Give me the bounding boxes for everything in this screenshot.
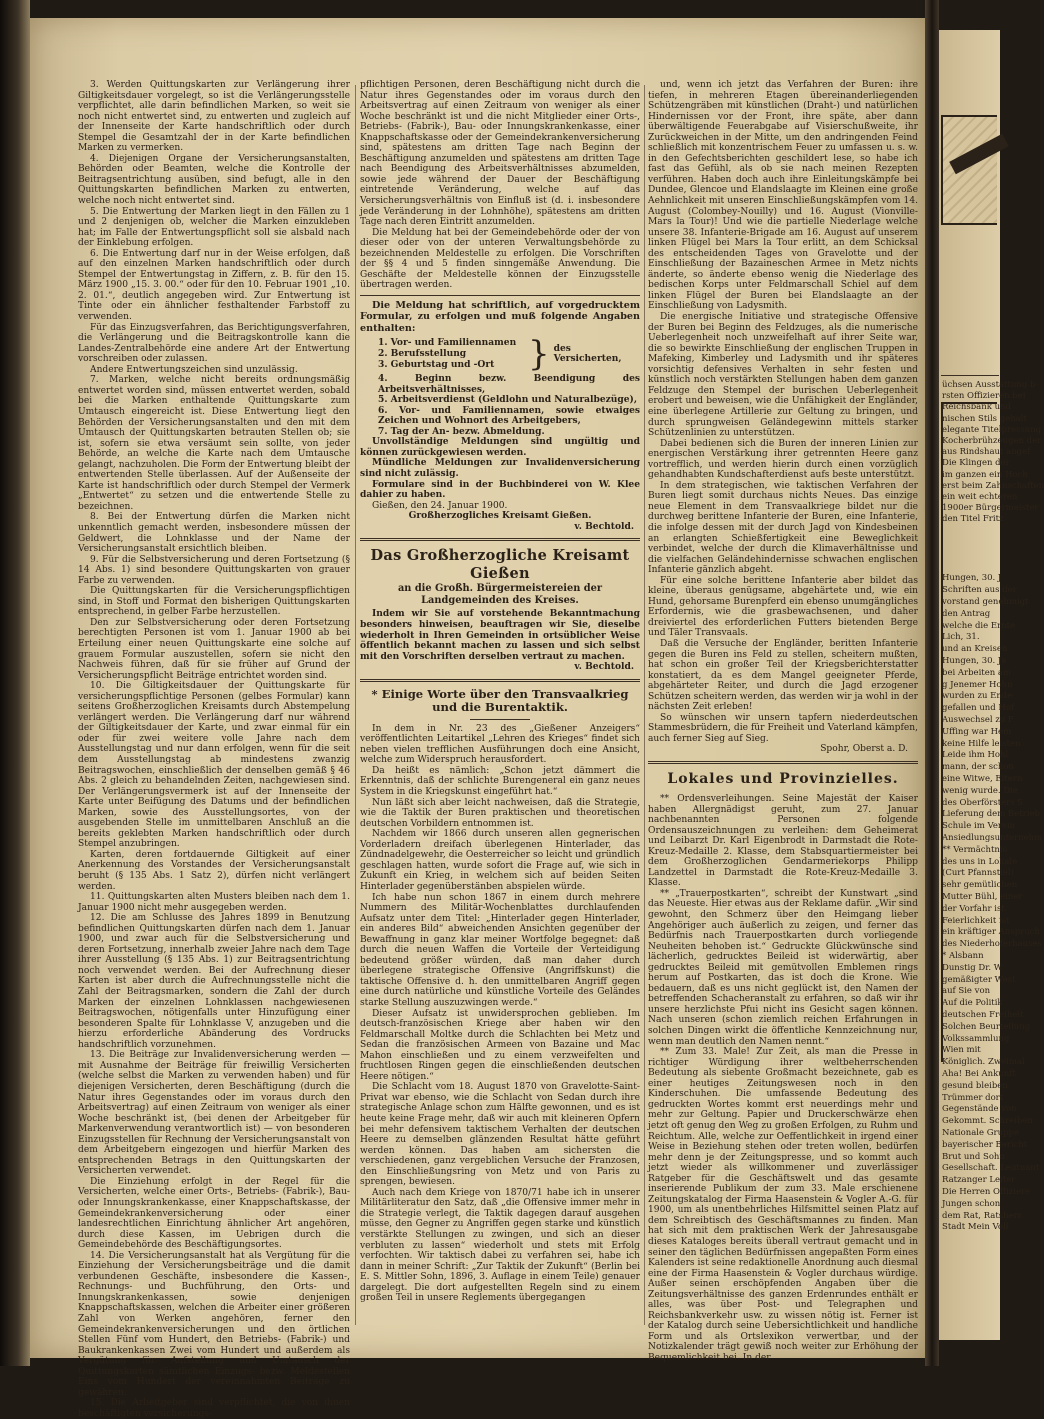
article-paragraph: und, wenn ich jetzt das Verfahren der Buren: ihre tiefen, in mehreren Etagen übereinanderliegenden Schützengräben mit künstlichen (Draht-) und natürlichen Hindernissen vor der Front, ihre späte, aber dann überwältigende Feuerabgabe auf Visierschußweite, ihr Zurückweichen in der Mitte, um den andringenden Feind schließlich mit konzentrischem Feuer zu umfassen u. s. w. in den Gefechtsberichten geschildert lese, so habe ich fast das Gefühl, als ob sie nach meinen Rezepten verführen. Haben doch auch ihre Einleitungskämpfe bei Dundee, Glencoe und Elandslaagte im Kleinen eine große Aehnlichkeit mit unseren Einschließungskämpfen vom 14. August (Colombey-Nouilly) und 16. August (Vionville-Mars la Tour)! Und wie die partielle Niederlage welche unsere 38. Infanterie-Brigade am 16. August auf unserem linken Flügel bei Mars la Tour erlitt, an dem Schicksal des entscheidenden Tages von Gravelotte und der Einschließung der Bazaineschen Armee in Metz nichts änderte, so änderte ebenso wenig die Niederlage des bedischen Korps unter Feldmarschall Schiel auf dem linken Flügel der Buren bei Elandslaagte an der Einschließung von Ladysmith. [648,80,918,312]
adjacent-page-text: Dunstig Dr. W [942,962,1003,973]
adjacent-page-text: den Titel Fritz [942,514,1004,525]
news-item: ** Zum 33. Male! Zur Zeit, als man die Presse in richtiger Würdigung ihrer weltbeherrschenden Bedeutung als siebente Großmacht bezeichnete, gab es einer heutiges Zeitungswesen noch in den Kinderschuhen. Die umfassende Bedeutung des gedruckten Wortes kommt erst neuerdings mehr und mehr zur Geltung. Papier und Druckerschwärze ehen jetzt oft genug den Weg zu großen Erfolgen, zu Ruhm und Reichtum. Alle, welche zur Oeffentlichkeit in irgend einer Weise in Beziehung stehen oder treten wollen, bedürfen mehr denn je der Zeitungspresse, und so kommt auch jetzt wieder als willkommener und zuverlässiger Ratgeber für die Geschäftswelt und das gesamte inserierende Publikum der zum 33. Male erschienene Zeitungskatalog der Firma Haasenstein & Vogler A.-G. für 1900, um als unentbehrliches Hilfsmittel seinen Platz auf dem Schreibtisch des Geschäftsmannes zu finden. Man hat sich mit dem praktischen Werk der Jahresausgabe dieses Kataloges bereits überall vertraut gemacht und in seiner den täglichen Bedürfnissen angepaßten Form eines Kalenders ist seine redaktionelle Anordnung auch diesmal eine der Firma Haasenstein & Vogler durchaus würdige. Außer seinen erschöpfenden Angaben über die Zeitungsverhältnisse des ganzen Erdenrundes enthält er alles, was über Post- und Telegraphen und Reichsbankverkehr usw. zu wissen nötig ist. Ferner ist der Katalog durch seine Uebersichtlichkeit und handliche Form und als Ortslexikon verwertbar, und der Notizkalender trägt gewiß noch weiter zur Erhöhung der Bequemlichkeit bei. In der [648,1047,918,1363]
divider [941,375,999,376]
adjacent-page-text: üchsen Ausstattung b [942,380,1036,390]
book-binding-edge [0,0,30,1366]
adjacent-page-text: Stadt Mein Voll [942,1222,1009,1233]
paragraph: 13. Die Beiträge zur Invalidenversicherung werden — mit Ausnahme der Beiträge für freiwillig Versicherten (welche selbst die Marken zu verwenden haben) und für diejenigen Versicherten, deren Beschäftigung (durch die Natur ihres Gegenstandes oder im voraus durch den Arbeitsvertrag) auf einen Zeitraum von weniger als einer Woche beschränkt ist, (bei denen der Arbeitgeber für Markenverwendung verantwortlich ist) — von besonderen Einzugsstellen für Rechnung der Versicherungsanstalt von dem Arbeitgebern eingezogen und hierfür Marken des entsprechenden Betrags in den Quittungskarten der Versicherten verwendet. [78,1050,350,1177]
article-paragraph: In dem strategischen, wie taktischen Verfahren der Buren liegt somit durchaus nichts Neues. Das einzige neue Element in dem Transvaalkriege bildet nur die durchweg berittene Infanterie der Buren, eine Infanterie, die infolge dessen mit der durch Jagd von Kindesbeinen an erlangten Schießfertigkeit eine Beweglichkeit verbindet, welche der durch die Klimaverhältnisse und die vielfachen Geländehindernisse schwachen englischen Infanterie gänzlich abgeht. [648,480,918,576]
adjacent-page-text: auf Sie von [942,986,991,997]
paragraph: Andere Entwertungszeichen sind unzulässig. [90,364,298,375]
adjacent-page-text: aus Rindshaut angef [942,447,1031,458]
list-item: 2. Berufsstellung [378,347,467,359]
list-side-label: des Versicherten, [553,342,622,365]
article-body [360,724,640,1304]
issuing-authority: Großherzogliches Kreisamt Gießen. [408,510,592,522]
column-2 [360,80,640,1320]
column-rule [644,85,645,1325]
paragraph: 9. Für die Selbstversicherung und deren Fortsetzung (§ 14 Abs. 1) sind besondere Quittungskarten von grauer Farbe zu verwenden. [78,554,350,586]
paragraph: Die Einziehung erfolgt in der Regel für die Versicherten, welche einer Orts-, Betriebs- (Fabrik-), Bau- oder Innungskrankenkasse, einer Knappschaftskasse, der Gemeindekrankenversicherung oder einer landesrechtlichen Einrichtung ähnlicher Art angehören, durch diese Kassen, im Uebrigen durch die Gemeindebehörde des Beschäftigungsortes. [78,1176,350,1251]
article-paragraph: Da heißt es nämlich: „Schon jetzt dämmert die Erkenntnis, daß der schlichte Burengeneral ein ganz neues System in die Kriegskunst eingeführt hat.“ [360,765,640,798]
divider [360,538,640,541]
news-item: ** Ordensverleihungen. Seine Majestät der Kaiser haben Allergnädigst geruht, zum 27. Januar nachbenannten Personen folgende Ordensauszeichnungen zu verleihen: dem Geheimerat und Leibarzt Dr. Karl Eigenbrodt in Darmstadt die Rote-Kreuz-Medaille 2. Klasse, dem Stabsquartiermeister bei dem Großherzoglichen Gendarmeriekorps Philipp Landzettel in Darmstadt die Rote-Kreuz-Medaille 3. Klasse. [648,794,918,889]
adjacent-page-text: Leide ihm Hohl [942,750,1009,761]
adjacent-page-text: vorstand genehmigt [942,597,1029,607]
adjacent-page-text: ein kräftiger Anspruch [942,927,1040,938]
list-item: 3. Geburtstag und -Ort [378,358,495,370]
divider [648,761,918,764]
brace: } [528,334,550,375]
local-news [648,794,918,1364]
signature: v. Bechtold. [574,661,634,673]
paragraph: 15. Die Arbeitgeber sind verpflichtet, die von ihnen beschäftigten versicherungs- [78,1398,350,1419]
list-item: 6. Vor- und Familiennamen, sowie etwaiges Zeichen und Wohnort des Arbeitgebers, [378,404,640,427]
article-paragraph: Dieser Aufsatz ist unwidersprochen geblieben. Im deutsch-französischen Kriege aber haben wir den Feldmarschall Moltke durch die Schlachten bei Metz und Sedan die französischen Armeen von Bazaine und Mac Mahon einschließen und zu einem verzweifelten und fruchtlosen Ringen gegen die einschließenden deutschen Heere nötigen.“ [360,1008,640,1082]
signature: v. Bechtold. [574,520,634,532]
paragraph: 6. Die Entwertung darf nur in der Weise erfolgen, daß auf den einzelnen Marken handschriftlich oder durch Stempel der Entwertungstag in Ziffern, z. B. für den 15. März 1900 „15. 3. 00.“ oder für den 10. Februar 1901 „10. 2. 01.“, deutlich angegeben wird. Zur Entwertung ist Tinte oder ein ähnlicher festhaltender Farbstoff zu verwenden. [78,248,350,323]
paragraph: 12. Die am Schlusse des Jahres 1899 in Benutzung befindlichen Quittungskarten dürfen nach dem 1. Januar 1900, und zwar auch für die Selbstversicherung und deren Fortsetzung, innerhalb zweier Jahre nach dem Tage ihrer Ausstellung (§ 135 Abs. 1) zur Beitragsentrichtung noch verwendet werden. Bei der Aufrechnung dieser Karten ist aber durch die Aufrechnungsstelle nicht die Zahl der Beitragsmarken, sondern die Zahl der durch Marken der einzelnen Lohnklassen nachgewiesenen Beitragswochen, nötigenfalls unter Hinzufügung einer besonderen Spalte für Lohnklasse V, anzugeben und die hierzu erforderliche Abänderung des Vordrucks handschriftlich vorzunehmen. [78,913,350,1050]
article-paragraph: Für eine solche berittene Infanterie aber bildet das kleine, überaus genügsame, abgehärtete und, wie ein Hund, gehorsame Burenpferd ein ebenso unumgängliches Erfordernis, wie die grasbewachsenen, und daher dreiviertel des erforderlichen Futters bietenden Berge und Täler Transvaals. [648,575,918,639]
article-paragraph: Auch nach dem Kriege von 1870/71 habe ich in unserer Militärliteratur den Satz, daß „die Offensive immer mehr in die Strategie verlegt, die Taktik dagegen darauf ausgehen müsse, den Gegner zu Angriffen gegen starke und künstlich verstärkte Stellungen zu zwingen, und sich an dieser verbluten zu lassen“ wiederholt und stets mit Erfolg verfochten. Wir taktisch dabei zu verfahren sei, habe ich dann in meiner Schrift: „Zur Taktik der Zukunft“ (Berlin bei E. S. Mittler Sohn, 1896, 3. Auflage in einem Teile) genauer dargelegt. Die dort aufgestellten Regeln sind zu einem großen Teil in unsere Reglements übergegangen [360,1187,640,1304]
list-continued [378,374,640,437]
adjacent-page-text: und an Kreisen [942,644,1008,655]
adjacent-page-text: Reichsbank und [942,402,1011,413]
adjacent-page-text: ein weit echteren [942,492,1018,502]
adjacent-page-text: ** Vermächtnis [942,844,1007,855]
paragraph: Karten, deren fortdauernde Giltigkeit auf einer Anerkennung des Vorstandes der Versicherungsanstalt beruht (§ 135 Abs. 1 Satz 2), dürfen nicht verlängert werden. [78,849,350,892]
adjacent-page-text: Ratzanger Leiter [942,1175,1016,1186]
article-paragraph: Daß die Versuche der Engländer, beritten Infanterie gegen die Buren ins Feld zu stellen, scheitern mußten, hat schon ein großer Teil der Kriegsberichterstatter konstatiert, da es dem Mangel geeigneter Pferde, abgehärteter Reiter, und durch die Jagd erzogener Schützen scheitern werden, das werden wir ja wohl in der nächsten Zeit erleben! [648,638,918,713]
adjacent-page-text: bei Arbeiten am [942,667,1012,678]
article-paragraph: So wünschen wir unsern tapfern niederdeutschen Stammesbrüdern, die für Freiheit und Vaterland kämpfen, auch ferner Sieg auf Sieg. [648,712,918,744]
adjacent-page-text: erst beim Zahnschaften [942,480,1044,491]
article-paragraph: Nun läßt sich aber leicht nachweisen, daß die Strategie, wie die Taktik der Buren praktischen und theoretischen deutschen Vorbildern entnommen ist. [360,797,640,829]
paragraph: 11. Quittungskarten alten Musters bleiben nach dem 1. Januar 1900 nicht mehr ausgegeben werden. [78,892,350,913]
adjacent-page-text: Gesellschaft. Leutnant [942,1163,1040,1174]
adjacent-page-text: gefallen und Hof [942,703,1015,714]
paragraph: Den zur Selbstversicherung oder deren Fortsetzung berechtigten Personen ist vom 1. Januar 1900 ab bei Erteilung einer neuen Quittungskarte eine solche auf grauem Formular auszustellen, sofern sie nicht den Nachweis führen, daß für sie früher auf Grund der Versicherungspflicht Beiträge entrichtet worden sind. [78,617,350,681]
adjacent-page-text: Die Herren Offiziere [942,1187,1031,1197]
paragraph: Für das Einzugsverfahren, das Berichtigungsverfahren, die Verlängerung und die Beitragskontrolle kann die Landes-Zentralbehörde eine andere Art der Entwertung vorschreiben oder zulassen. [78,322,350,365]
adjacent-page-text: Solchen Beurteilung [942,1021,1031,1032]
adjacent-page-text: Lieferung dem Betrieb [942,809,1040,820]
divider [360,679,640,682]
column-3 [648,80,918,1363]
adjacent-page-text: des Oberförsters S [942,797,1024,808]
paragraph: Die Meldung hat bei der Gemeindebehörde oder der von dieser oder von der unteren Verwaltungsbehörde zu bezeichnenden Meldestelle zu erfolgen. Die Vorschriften der §§ 4 und 5 finden sinngemäße Anwendung. Die Geschäfte der Meldestelle können der Einzugsstelle übertragen werden. [360,227,640,291]
adjacent-page-text: Nationale Gruppe [942,1128,1019,1138]
adjacent-page-text: Mutter Bühl, einer [942,892,1023,902]
paragraph: 5. Die Entwertung der Marken liegt in den Fällen zu 1 und 2 denjenigen ob, welcher die Marken einzukleben hat; im Falle der Entwertungspflicht soll sie alsbald nach der Einklebung erfolgen. [78,206,350,249]
adjacent-page-text: Lich, 31. [942,632,980,643]
article-paragraph: Nachdem wir 1866 durch unseren allen gegnerischen Vorderladern dreifach überlegenen Hinterlader, das Zündnadelgewehr, die Oesterreicher so leicht und gründlich geschlagen hatten, wurde sofort die Frage auf, wie sich in Zukunft ein Krieg, in welchem sich auf beiden Seiten Hinterlader gegenüberstänben abspielen würde. [360,829,640,892]
adjacent-page-text: deutschen Freiheit [942,1010,1024,1020]
adjacent-page-text: Hungen, 30. J [942,573,1002,584]
adjacent-page-text: Wien mit [942,1045,981,1056]
list-item: 7. Tag der An- bezw. Abmeldung. [378,425,545,437]
list-item: 4. Beginn bezw. Beendigung des Arbeitsverhältnisses, [378,373,640,395]
adjacent-page-text: Gegenstände von [942,1104,1017,1115]
paragraph: 10. Die Giltigkeitsdauer der Quittungskarte für versicherungspflichtige Personen (gelbes Formular) kann seitens Großherzoglichen Kreisamts durch Abstempelung verlängert werden. Die Verlängerung darf nur während der Giltigkeitsdauer der Karte, und zwar einmal für ein oder für zwei weitere volle Jahre nach dem Ausstellungstag und nur dann erfolgen, wenn für die seit dem Ausstellungstag ab mindestens zwanzig Beitragswochen, einschließlich der denselben gemäß § 46 Abs. 2 gleich zu behandelnden Zeiten, nachgewiesen sind. Der Verlängerungsvermerk ist auf der Innenseite der Karte unter Beifügung des Datums und der befindlichen Marken, sowie des Ausstellungsortes, von der ausgebenden Stelle im unmittelbaren Anschluß an die bereits geklebten Marken handschriftlich oder durch Stempel anzubringen. [78,681,350,850]
adjacent-page-text: Auswechsel zu F [942,715,1014,725]
paragraph: Indem wir Sie auf vorstehende Bekanntmachung besonders hinweisen, beauftragen wir Sie, dieselbe wiederholt in Ihren Gemeinden in ortsüblicher Weise öffentlich bekannt machen zu lassen und sich selbst mit den Vorschriften derselben vertraut zu machen. [360,608,640,662]
adjacent-page-text: wenig wurde. Die [942,785,1018,796]
adjacent-page-text: elegante Titelpressung [942,424,1042,435]
article-paragraph: In dem in Nr. 23 des „Gießener Anzeigers“ veröffentlichten Leitartikel „Lehren des Krieges“ findet sich neben vielen trefflichen Ausführungen doch eine Ansicht, welche zum Widerspruch herausfordert. [360,723,640,766]
article-paragraph: Die Schlacht vom 18. August 1870 von Gravelotte-Saint-Privat war ebenso, wie die Schlacht von Sedan durch ihre strategische Anlage schon zum Hälfte gewonnen, und es ist heute keine Frage mehr, daß wir auch mit kleineren Opfern bei mehr defensivem taktischem Verhalten der deutschen Heere zu demselben glänzenden Resultat hätte geführt werden können. Das haben am sichersten die verschiedenen, ganz vergeblichen Versuche der Franzosen, den Einschließungsring von Metz und von Paris zu sprengen, bewiesen. [360,1082,640,1188]
adjacent-page-text: welche die Ernte [942,620,1016,631]
adjacent-page-text: dem Rat, Ratsherr [942,1210,1022,1221]
paragraph: 8. Bei der Entwertung dürfen die Marken nicht unkenntlich gemacht werden, insbesondere müssen der Geldwert, die Lohnklasse und der Name der Versicherungsanstalt ersichtlich bleiben. [78,512,350,555]
adjacent-page-text: Volkssammlung [942,1033,1010,1044]
adjacent-page-text: Brut und Sohn [942,1151,1005,1162]
adjacent-page-text: 1900er Bürgermeister [942,503,1039,514]
adjacent-page-text: gesund bleiben [942,1080,1008,1091]
adjacent-page-text: Auf die Politik [942,998,1003,1009]
adjacent-page-text: Ansiedlungsunternehm [942,833,1043,843]
divider [360,295,640,296]
notice-lead: Die Meldung hat schriftlich, auf vorgedrucktem Formular, zu erfolgen und muß folgende Angaben enthalten: [360,299,640,334]
adjacent-page-text: Die Klingen der [942,458,1010,469]
column-rule [355,85,356,1325]
adjacent-page-text: keine Hilfe leisten [942,738,1021,749]
adjacent-page-strip [939,30,1044,1340]
adjacent-page-text: (Curt Pfannstiel) [942,868,1014,879]
continued-paragraph: pflichtigen Personen, deren Beschäftigung nicht durch die Natur ihres Gegenstandes oder im voraus durch den Arbeitsvertrag auf einen Zeitraum von weniger als einer Woche beschränkt ist und die nicht Mitglieder einer Orts-, Betriebs- (Fabrik-), Bau- oder Innungskrankenkasse, einer Knappschaftskasse oder der Gemeindekrankenversicherung sind, spätestens am dritten Tage nach Beginn der Beschäftigung anzumelden und spätestens am dritten Tage nach Beendigung des Arbeitsverhältnisses abzumelden, sowie jede während der Dauer der Beschäftigung eintretende Veränderung, welche auf das Versicherungsverhältnis von Einfluß ist (d. i. insbesondere jede Veränderung in der Lohnhöhe), spätestens am dritten Tage nach deren Eintritt anzumelden. [360,80,640,228]
paragraph: Unvollständige Meldungen sind ungültig und können zurückgewiesen werden. [360,436,640,458]
paragraph: 3. Werden Quittungskarten zur Verlängerung ihrer Giltigkeitsdauer vorgelegt, so ist die Verlängerungsstelle verpflichtet, alle darin befindlichen Marken, so weit sie noch nicht entwertet sind, zu entwerten und zugleich auf der Innenseite der Karte handschriftlich oder durch Stempel die Gesamtzahl der in der Karte befindlichen Marken zu vermerken. [78,80,350,154]
section-heading: Lokales und Provinzielles. [667,771,899,787]
adjacent-page-text: Schule im Verein [942,821,1016,832]
adjacent-page-text: des Niederhoferhauses [942,939,1042,950]
required-details-list [378,334,640,375]
paragraph: 7. Marken, welche nicht bereits ordnungsmäßig entwertet worden sind, müssen entwertet werden, sobald bei die Marken enthaltende Quittungskarte zum Umtausch eingereicht ist. Diese Entwertung liegt den Behörden der Versicherungsanstalten und den mit dem Umtausch der Quittungskarten betrauten Stellen ob; sie ist, sofern sie etwa versäumt sein sollte, von jeder Behörde, an welche die Karte nach dem Umtausche gelangt, nachzuholen. Die Form der Entwertung bleibt der entwertenden Stelle überlassen. Auf der Außenseite der Karte ist handschriftlich oder durch Stempel der Vermerk „Entwertet“ zu setzen und die entwertende Stelle zu bezeichnen. [78,375,350,512]
notice-heading: Das Großherzogliche Kreisamt Gießen [370,547,630,583]
adjacent-page-text: mann, der schon [942,762,1014,773]
adjacent-page-text: Schriften aus der [942,585,1017,596]
adjacent-page-text: im ganzen ein Hoch [942,469,1028,480]
paragraph: 14. Die Versicherungsanstalt hat als Vergütung für die Einziehung der Versicherungsbeiträge und die damit verbundenen Geschäfte, insbesondere die Kassen-, Rechnungs- und Buchführung, den Orts- und Innungskrankenkassen, sowie denjenigen Knappschaftskassen, welchen die Arbeiter einer größeren Zahl von Werken angehören, ferner den Gemeindekrankenversicherungen und den örtlichen Stellen Fünf vom Hundert, den Betriebs- (Fabrik-) und Baukrankenkassen Zwei vom Hundert und außerdem als Vergütung für Aufstellung und Umtausch der Quittungskarten sämtlichen Einzugs- bezw. Meldestellen Eins vom Hundert der vereinnahmten Beiträge zu gewähren. [78,1250,350,1398]
adjacent-page-text: rsten Offizieren bei [942,391,1026,402]
adjacent-page-text: des uns in Lokale [942,856,1018,867]
article-continued [648,80,918,755]
advertisement-illustration [941,115,997,225]
adjacent-page-text: Königlich. Zweimal [942,1057,1025,1068]
column-1 [78,80,350,1419]
adjacent-page-text: * Alsbann [942,951,984,961]
adjacent-page-text: Uffing war Hem [942,726,1012,737]
adjacent-page-text: Trümmer dort [942,1092,1004,1103]
adjacent-page-text: Jungen schon [942,1198,1001,1209]
adjacent-page-text: Feierlichkeit ist [942,915,1010,926]
adjacent-page-text: wurden zu Ende [942,691,1013,702]
adjacent-page-text: nischen Stils gehalt [942,413,1027,424]
news-item: ** „Trauerpostkarten“, schreibt der Kunstwart „sind das Neueste. Hier etwas aus der Reklame dafür. „Wir sind gewohnt, den Schmerz über den Heimgang lieber Angehöriger auch äußerlich zu zeigen, und ferner das Bedürfnis nach Trauerpostkarten durch vorliegende Neuheiten behoben ist.“ Gedruckte Glückwünsche sind lächerlich, gedrucktes Beileid ist widerwärtig, aber gedrucktes Beileid mit gemütvollen Emblemen rings herum auf Postkarten, das ist doch die Krone. Wie bedauern, daß es uns nicht geglückt ist, den Namen der betreffenden Schacheranstalt zu erfahren, so daß wir ihr unsere herzlichste Pfui nicht ins Gesicht sagen können. Nach unseren (schon ziemlich reichen Erfahrungen in solchen Dingen wirkt die öffentliche Kennzeichnung nur, wenn man deutlich den Namen nennt.“ [648,888,918,1047]
adjacent-page-text: eine Witwe, Eltern [942,774,1023,784]
adjacent-page-text: Hungen, 30. Ja [942,656,1007,666]
paragraph: 4. Diejenigen Organe der Versicherungsanstalten, Behörden oder Beamten, welche die Kontrolle der Beitragsentrichtung ausüben, sind befugt, alle in den Quittungskarten befindlichen Marken zu entwerten, welche noch nicht entwertet sind. [78,153,350,207]
paragraph: Die Quittungskarten für die Versicherungspflichtigen sind, in Stoff und Format den bisherigen Quittungskarten entsprechend, in gelber Farbe herzustellen. [78,586,350,618]
adjacent-page-text: Kocherbrühzeugen der [942,436,1042,446]
article-paragraph: Die energische Initiative und strategische Offensive der Buren bei Beginn des Feldzuges, als die numerische Ueberlegenheit noch unzweifelhaft auf ihrer Seite war, die so bewirkte Einschließung der englischen Truppen in Mafeking, Kimberley und Ladysmith und ihr späteres vorsichtig defensives Verhalten in sehr festen und künstlich noch verstärkten Stellungen haben dem ganzen Feldzuge den Stempel der burischen Ueberlegenheit erobert und beweisen, wie die Unfähigkeit der Engländer, eine überlegene Artillerie zur Geltung zu bringen, und durch sprungweisen Geländegewinn mittels starker Schützenlinien zu unterstützen. [648,312,918,439]
paragraph: Formulare sind in der Buchbinderei von W. Klee dahier zu haben. [360,478,640,501]
adjacent-page-text: der Vorfahr ist [942,903,1005,914]
adjacent-page-text: gemäßigter West [942,974,1016,985]
adjacent-page-text: Aha! Bei Ankunft [942,1069,1016,1079]
notice-subheading: an die Großh. Bürgermeistereien der Landgemeinden des Kreises. [397,583,603,606]
adjacent-page-text: den Antrag [942,608,991,619]
adjacent-page-text: sehr gemütlichen [942,880,1018,891]
adjacent-page-text: bayerischer Bericht [942,1139,1028,1150]
dateline: Gießen, den 24. Januar 1900. [372,500,508,511]
adjacent-page-text: Gekommt. Schreiben [942,1116,1033,1127]
list-item: 5. Arbeitsverdienst (Geldlohn und Naturalbezüge), [378,394,637,406]
list-item: 1. Vor- und Familiennamen [378,337,517,349]
paragraph: Mündliche Meldungen zur Invalidenversicherung sind nicht zulässig. [360,457,640,479]
adjacent-page-text: g Jenemer Hohn [942,679,1013,690]
divider [470,719,530,720]
article-paragraph: Ich habe nun schon 1867 in einem durch mehrere Nummern des Militär-Wochenblattes durchlaufenden Aufsatz unter dem Titel: „Hinterlader gegen Hinterlader, ein anderes Bild“ abweichenden Ansichten gegenüber der Bewaffnung in ganz klar meiner Wortfolge begegnet: daß durch die neuen Waffen die Vorteile der Verteidigung bedeutend größer würden, daß man daher durch überlegene strategische Offensive (Angriffskunst) die taktische Offensive d. h. den unmittelbaren Angriff gegen eine durch natürliche und künstliche Vorteile des Geländes starke Stellung auszuzwingen werde.“ [360,892,640,1008]
book-gutter [925,0,939,1366]
article-heading: * Einige Worte über den Transvaalkrieg und die Burentaktik. [371,686,629,715]
article-paragraph: Spohr, Oberst a. D. [820,744,908,755]
article-paragraph: Dabei bedienen sich die Buren der inneren Linien zur energischen Verstärkung ihrer getrennten Heere ganz vortrefflich, und werden hierin durch einen vorzüglich gehandhabten Kundschafterdienst aufs beste unterstützt. [648,438,918,481]
